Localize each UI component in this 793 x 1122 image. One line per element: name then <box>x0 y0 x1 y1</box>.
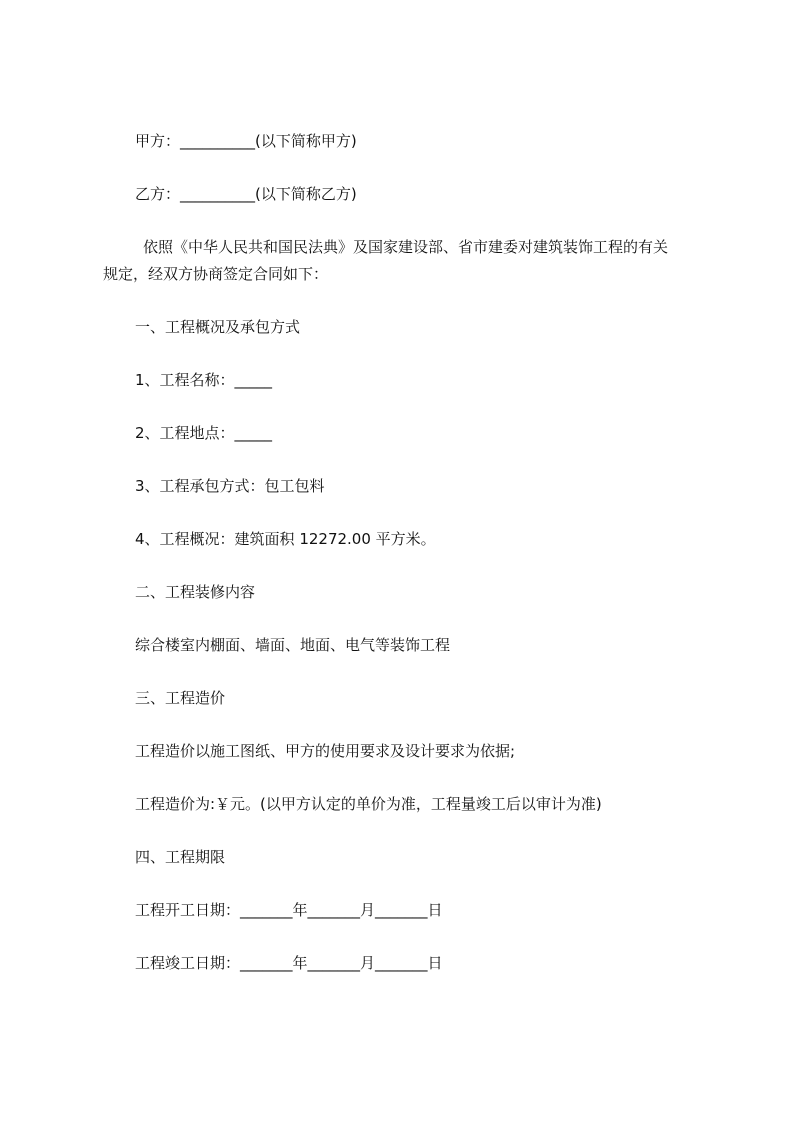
intro-line-1: 依照《中华人民共和国民法典》及国家建设部、省市建委对建筑装饰工程的有关 <box>143 238 669 256</box>
decoration-content: 综合楼室内棚面、墙面、地面、电气等装饰工程 <box>135 636 451 654</box>
price-amount: 工程造价为:￥元。(以甲方认定的单价为准，工程量竣工后以审计为准) <box>135 795 602 813</box>
party-a-line <box>103 128 703 155</box>
end-date: 工程竣工日期：_______年_______月_______日 <box>135 954 443 972</box>
section-2-title: 二、工程装修内容 <box>135 583 256 601</box>
party-a-blank: __________ <box>180 132 256 150</box>
item-project-location: 2、工程地点：_____ <box>135 424 273 442</box>
start-date: 工程开工日期：_______年_______月_______日 <box>135 901 443 919</box>
contract-document <box>103 128 703 1003</box>
party-b-label: 乙方： <box>135 185 181 203</box>
section-4-title: 四、工程期限 <box>135 848 226 866</box>
party-a-note: (以下简称甲方) <box>255 132 357 150</box>
intro-line-2: 规定，经双方协商签定合同如下： <box>103 265 329 283</box>
item-project-overview: 4、工程概况：建筑面积 12272.00 平方米。 <box>135 530 436 548</box>
price-basis: 工程造价以施工图纸、甲方的使用要求及设计要求为依据; <box>135 742 516 760</box>
item-contract-method: 3、工程承包方式：包工包料 <box>135 477 325 495</box>
intro-paragraph <box>103 234 703 288</box>
party-b-blank: __________ <box>180 185 256 203</box>
section-3-title: 三、工程造价 <box>135 689 226 707</box>
party-b-line <box>103 181 703 208</box>
party-a-label: 甲方： <box>135 132 181 150</box>
party-b-note: (以下简称乙方) <box>255 185 357 203</box>
section-1-title: 一、工程概况及承包方式 <box>135 318 301 336</box>
item-project-name: 1、工程名称：_____ <box>135 371 273 389</box>
